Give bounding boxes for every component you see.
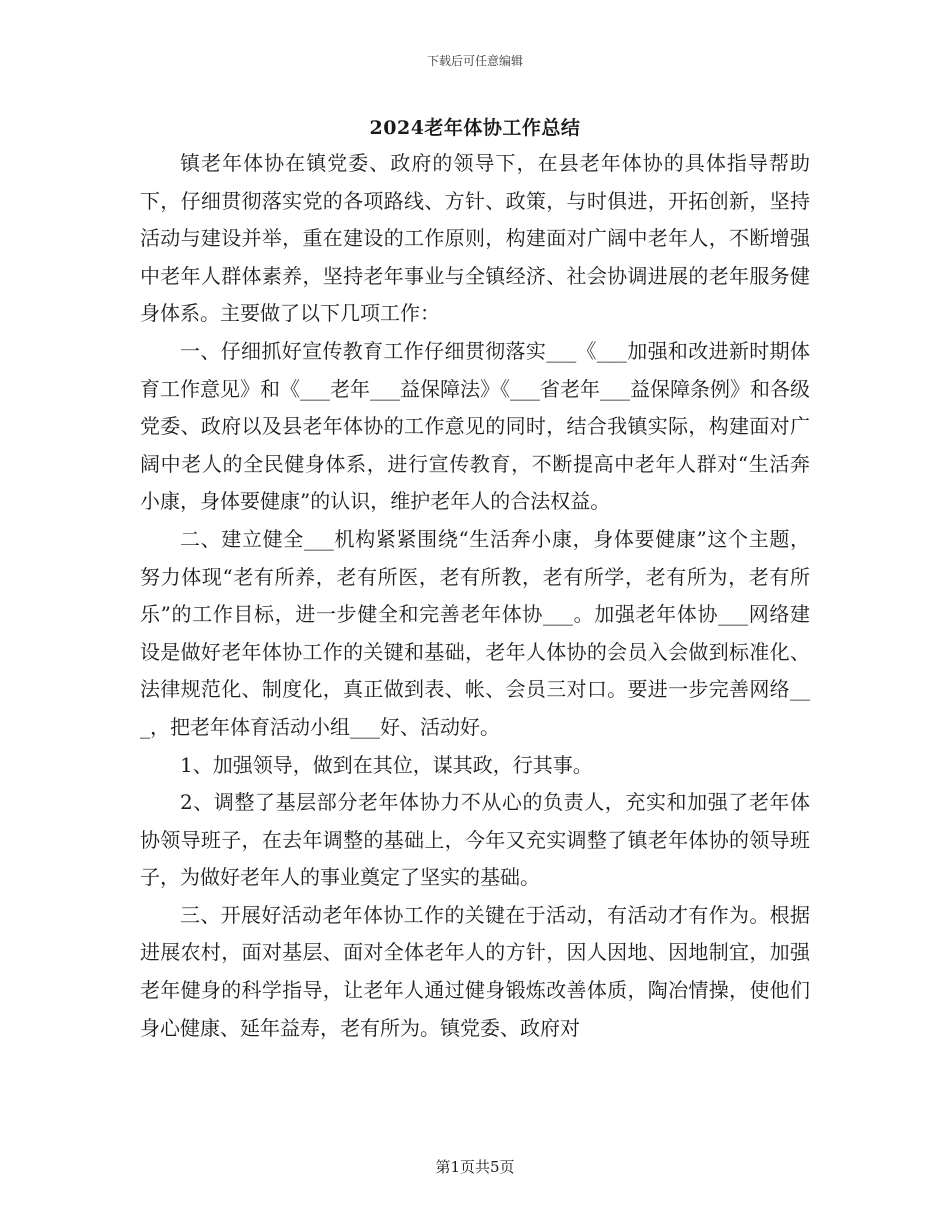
header-note: 下载后可任意编辑 [426, 54, 523, 68]
page-number: 第1页共5页 [435, 1158, 515, 1176]
paragraph-section-3: 三、开展好活动老年体协工作的关键在于活动，有活动才有作为。根据进展农村，面对基层、面对全体老年人的方针，因人因地、因地制宜，加强老年健身的科学指导，让老年人通过健身锻炼改善体质，陶冶情操，使他们身心健康、延年益寿，老有所为。镇党委、政府对 [140, 902, 810, 1040]
document-body [140, 145, 810, 1047]
paragraph-section-1: 一、仔细抓好宣传教育工作仔细贯彻落实___《___加强和改进新时期体育工作意见》和《___老年___益保障法》《___省老年___益保障条例》和各级党委、政府以及县老年体协的工作意见的同时，结合我镇实际，构建面对广阔中老人的全民健身体系，进行宣传教育，不断提高中老年人群对“生活奔小康，身体要健康”的认识，维护老年人的合法权益。 [140, 338, 810, 514]
paragraph-item-1: 1、加强领导，做到在其位，谋其政，行其事。 [180, 752, 593, 777]
paragraph-item-2: 2、调整了基层部分老年体协力不从心的负责人，充实和加强了老年体协领导班子，在去年调整的基础上，今年又充实调整了镇老年体协的领导班子，为做好老年人的事业奠定了坚实的基础。 [140, 790, 810, 890]
paragraph-intro: 镇老年体协在镇党委、政府的领导下，在县老年体协的具体指导帮助下，仔细贯彻落实党的各项路线、方针、政策，与时俱进，开拓创新，坚持活动与建设并举，重在建设的工作原则，构建面对广阔中老年人，不断增强中老年人群体素养，坚持老年事业与全镇经济、社会协调进展的老年服务健身体系。主要做了以下几项工作： [140, 151, 810, 326]
document-title: 2024老年体协工作总结 [369, 117, 581, 139]
paragraph-section-2: 二、建立健全___机构紧紧围绕“生活奔小康，身体要健康”这个主题，努力体现“老有所养，老有所医，老有所教，老有所学，老有所为，老有所乐”的工作目标，进一步健全和完善老年体协___。加强老年体协___网络建设是做好老年体协工作的关键和基础，老年人体协的会员入会做到标准化、法律规范化、制度化，真正做到表、帐、会员三对口。要进一步完善网络___，把老年体育活动小组___好、活动好。 [140, 526, 810, 739]
